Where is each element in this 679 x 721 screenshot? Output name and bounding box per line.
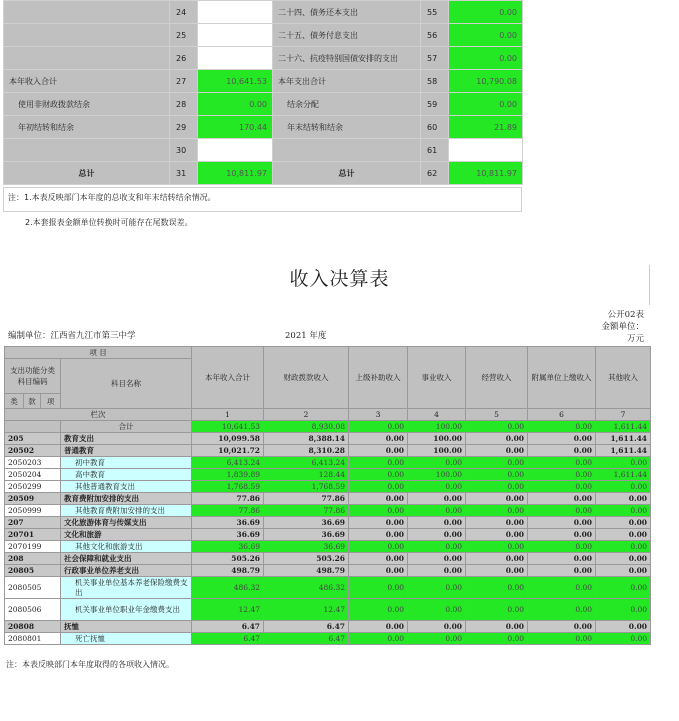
left-row-number: 25 (170, 24, 198, 47)
amount-cell: 505.26 (264, 553, 349, 565)
form-number (601, 309, 644, 345)
summary-row (4, 162, 523, 185)
amount-cell: 0.00 (466, 445, 528, 457)
subject-name: 社会保障和就业支出 (61, 553, 192, 565)
amount-cell: 0.00 (528, 565, 596, 577)
left-value (198, 139, 273, 162)
col-no-6: 6 (528, 409, 596, 421)
col-no-7: 7 (596, 409, 651, 421)
table-row (5, 529, 651, 541)
summary-row (4, 24, 523, 47)
right-row-number: 62 (421, 162, 449, 185)
left-row-number: 26 (170, 47, 198, 70)
subject-name: 其他普通教育支出 (61, 481, 192, 493)
header-kuan: 款 (24, 394, 41, 409)
amount-cell: 6,413.24 (192, 457, 264, 469)
amount-cell: 0.00 (528, 469, 596, 481)
amount-cell: 0.00 (408, 577, 466, 599)
amount-cell: 36.69 (192, 529, 264, 541)
amount-cell: 8,310.28 (264, 445, 349, 457)
right-value: 0.00 (449, 1, 523, 24)
amount-cell: 0.00 (528, 433, 596, 445)
total-value: 0.00 (466, 421, 528, 433)
amount-cell: 0.00 (349, 469, 408, 481)
amount-cell: 0.00 (349, 577, 408, 599)
amount-cell: 0.00 (349, 505, 408, 517)
amount-cell: 0.00 (408, 481, 466, 493)
left-value (198, 47, 273, 70)
income-note: 注：本表反映部门本年度取得的各项收入情况。 (6, 660, 174, 669)
amount-cell: 8,388.14 (264, 433, 349, 445)
amount-cell: 6.47 (264, 633, 349, 645)
amount-cell: 0.00 (349, 529, 408, 541)
right-label: 总计 (273, 162, 421, 185)
amount-cell: 0.00 (528, 633, 596, 645)
subject-code: 2050299 (5, 481, 61, 493)
left-label: 年初结转和结余 (4, 116, 170, 139)
amount-cell: 0.00 (596, 541, 651, 553)
year-label: 2021 年度 (285, 331, 327, 341)
subject-name: 机关事业单位职业年金缴费支出 (61, 599, 192, 621)
right-label: 本年支出合计 (273, 70, 421, 93)
amount-cell: 6.47 (264, 621, 349, 633)
subject-name: 行政事业单位养老支出 (61, 565, 192, 577)
amount-cell: 0.00 (466, 553, 528, 565)
amount-cell: 0.00 (349, 633, 408, 645)
amount-cell: 100.00 (408, 433, 466, 445)
amount-cell: 0.00 (596, 577, 651, 599)
table-row (5, 541, 651, 553)
total-value: 1,611.44 (596, 421, 651, 433)
right-label (273, 139, 421, 162)
amount-cell: 10,099.58 (192, 433, 264, 445)
amount-cell: 0.00 (596, 457, 651, 469)
header-xiang: 项 (41, 394, 61, 409)
col-no-1: 1 (192, 409, 264, 421)
amount-cell: 6.47 (192, 621, 264, 633)
subject-name: 高中教育 (61, 469, 192, 481)
summary-row (4, 1, 523, 24)
table-row (5, 433, 651, 445)
amount-cell: 0.00 (408, 633, 466, 645)
header-lei: 类 (5, 394, 24, 409)
subject-name: 文化旅游体育与传媒支出 (61, 517, 192, 529)
right-label: 年末结转和结余 (273, 116, 421, 139)
amount-cell: 0.00 (528, 493, 596, 505)
amount-cell: 0.00 (466, 599, 528, 621)
total-row (5, 421, 651, 433)
amount-cell: 36.69 (264, 541, 349, 553)
table-row (5, 457, 651, 469)
amount-cell: 77.86 (264, 493, 349, 505)
amount-cell: 0.00 (528, 445, 596, 457)
amount-cell: 0.00 (528, 517, 596, 529)
table-row (5, 517, 651, 529)
subject-code: 208 (5, 553, 61, 565)
amount-cell: 0.00 (349, 553, 408, 565)
unit-label: 金额单位： (601, 322, 644, 332)
amount-cell: 77.86 (192, 493, 264, 505)
left-label: 本年收入合计 (4, 70, 170, 93)
left-value (198, 1, 273, 24)
subject-code: 2080801 (5, 633, 61, 645)
amount-cell: 0.00 (596, 505, 651, 517)
amount-cell: 0.00 (466, 469, 528, 481)
amount-cell: 6.47 (192, 633, 264, 645)
amount-cell: 0.00 (466, 481, 528, 493)
left-row-number: 27 (170, 70, 198, 93)
amount-cell: 0.00 (408, 493, 466, 505)
total-label: 合计 (61, 421, 192, 433)
header-col6: 附属单位上缴收入 (528, 347, 596, 409)
left-label (4, 1, 170, 24)
subject-name: 其他教育费附加安排的支出 (61, 505, 192, 517)
col-no-2: 2 (264, 409, 349, 421)
amount-cell: 0.00 (408, 529, 466, 541)
amount-cell: 1,611.44 (596, 433, 651, 445)
table-row (5, 599, 651, 621)
amount-cell: 36.69 (264, 517, 349, 529)
right-value: 0.00 (449, 47, 523, 70)
amount-cell: 0.00 (466, 517, 528, 529)
amount-cell: 0.00 (349, 565, 408, 577)
form-number-label: 公开02表 (607, 310, 644, 320)
header-item: 项 目 (5, 347, 192, 359)
amount-cell: 505.26 (192, 553, 264, 565)
amount-cell: 10,021.72 (192, 445, 264, 457)
header-col7: 其他收入 (596, 347, 651, 409)
amount-cell: 0.00 (349, 457, 408, 469)
subject-code: 20502 (5, 445, 61, 457)
subject-code: 2080505 (5, 577, 61, 599)
right-row-number: 61 (421, 139, 449, 162)
header-col4: 事业收入 (408, 347, 466, 409)
table-row (5, 565, 651, 577)
left-value: 10,641.53 (198, 70, 273, 93)
amount-cell: 36.69 (264, 529, 349, 541)
right-value: 10,811.97 (449, 162, 523, 185)
right-row-number: 58 (421, 70, 449, 93)
organization-label: 编制单位：江西省九江市第三中学 (8, 331, 136, 341)
summary-note-2: 2.本套报表金额单位转换时可能存在尾数误差。 (25, 218, 193, 227)
table-row (5, 493, 651, 505)
subject-name: 教育费附加安排的支出 (61, 493, 192, 505)
left-label (4, 47, 170, 70)
amount-cell: 1,768.59 (192, 481, 264, 493)
amount-cell: 0.00 (466, 457, 528, 469)
amount-cell: 0.00 (596, 565, 651, 577)
left-value: 0.00 (198, 93, 273, 116)
table-row (5, 481, 651, 493)
subject-code: 2050203 (5, 457, 61, 469)
amount-cell: 1,611.44 (596, 445, 651, 457)
amount-cell: 0.00 (596, 633, 651, 645)
amount-cell: 0.00 (528, 599, 596, 621)
amount-cell: 0.00 (466, 433, 528, 445)
total-value: 100.00 (408, 421, 466, 433)
amount-cell: 0.00 (349, 541, 408, 553)
table-row (5, 505, 651, 517)
amount-cell: 0.00 (466, 633, 528, 645)
income-table (4, 346, 651, 645)
summary-row (4, 116, 523, 139)
left-row-number: 28 (170, 93, 198, 116)
amount-cell: 0.00 (528, 621, 596, 633)
amount-cell: 100.00 (408, 469, 466, 481)
right-label: 结余分配 (273, 93, 421, 116)
right-label: 二十五、债务付息支出 (273, 24, 421, 47)
header-col1: 本年收入合计 (192, 347, 264, 409)
amount-cell: 0.00 (349, 433, 408, 445)
right-value: 0.00 (449, 24, 523, 47)
right-row-number: 55 (421, 1, 449, 24)
left-value: 10,811.97 (198, 162, 273, 185)
subject-code: 2050204 (5, 469, 61, 481)
amount-cell: 0.00 (528, 481, 596, 493)
amount-cell: 1,611.44 (596, 469, 651, 481)
left-label: 总计 (4, 162, 170, 185)
amount-cell: 0.00 (349, 621, 408, 633)
header-col3: 上级补助收入 (349, 347, 408, 409)
amount-cell: 0.00 (528, 577, 596, 599)
amount-cell: 0.00 (349, 493, 408, 505)
subject-name: 文化和旅游 (61, 529, 192, 541)
subject-code: 205 (5, 433, 61, 445)
header-col2: 财政拨款收入 (264, 347, 349, 409)
right-label: 二十四、债务还本支出 (273, 1, 421, 24)
right-row-number: 59 (421, 93, 449, 116)
total-value: 10,641.53 (192, 421, 264, 433)
left-label (4, 24, 170, 47)
right-label: 二十六、抗疫特别国债安排的支出 (273, 47, 421, 70)
left-row-number: 30 (170, 139, 198, 162)
amount-cell: 0.00 (596, 621, 651, 633)
amount-cell: 0.00 (408, 599, 466, 621)
summary-row (4, 93, 523, 116)
right-value: 10,790.08 (449, 70, 523, 93)
header-name: 科目名称 (61, 359, 192, 409)
amount-cell: 0.00 (596, 553, 651, 565)
amount-cell: 0.00 (596, 599, 651, 621)
amount-cell: 0.00 (528, 553, 596, 565)
amount-cell: 128.44 (264, 469, 349, 481)
left-value (198, 24, 273, 47)
col-no-3: 3 (349, 409, 408, 421)
amount-cell: 100.00 (408, 445, 466, 457)
col-no-4: 4 (408, 409, 466, 421)
amount-cell: 77.86 (264, 505, 349, 517)
left-row-number: 31 (170, 162, 198, 185)
amount-cell: 12.47 (264, 599, 349, 621)
amount-cell: 12.47 (192, 599, 264, 621)
table-row (5, 633, 651, 645)
amount-cell: 0.00 (528, 457, 596, 469)
left-label: 使用非财政拨款结余 (4, 93, 170, 116)
table-row (5, 621, 651, 633)
subject-code: 20509 (5, 493, 61, 505)
amount-cell: 0.00 (466, 541, 528, 553)
right-value: 21.89 (449, 116, 523, 139)
summary-note: 注：1.本表反映部门本年度的总收支和年末结转结余情况。 (3, 187, 522, 212)
summary-row (4, 139, 523, 162)
amount-cell: 0.00 (408, 517, 466, 529)
summary-table (3, 0, 523, 185)
amount-cell: 0.00 (528, 529, 596, 541)
amount-cell: 0.00 (408, 565, 466, 577)
subject-code: 2070199 (5, 541, 61, 553)
table-row (5, 469, 651, 481)
amount-cell: 0.00 (408, 541, 466, 553)
left-row-number: 29 (170, 116, 198, 139)
amount-cell: 77.86 (192, 505, 264, 517)
amount-cell: 0.00 (408, 553, 466, 565)
amount-cell: 486.32 (264, 577, 349, 599)
right-row-number: 56 (421, 24, 449, 47)
amount-cell: 36.69 (192, 517, 264, 529)
amount-cell: 0.00 (408, 457, 466, 469)
left-row-number: 24 (170, 1, 198, 24)
subject-code: 207 (5, 517, 61, 529)
amount-cell: 0.00 (408, 505, 466, 517)
right-value: 0.00 (449, 93, 523, 116)
amount-cell: 0.00 (349, 445, 408, 457)
amount-cell: 0.00 (596, 529, 651, 541)
table-row (5, 445, 651, 457)
subject-code: 20808 (5, 621, 61, 633)
subject-code: 20805 (5, 565, 61, 577)
amount-cell: 36.69 (192, 541, 264, 553)
subject-name: 抚恤 (61, 621, 192, 633)
amount-cell: 0.00 (466, 529, 528, 541)
amount-cell: 0.00 (596, 481, 651, 493)
subject-code: 20701 (5, 529, 61, 541)
amount-cell: 6,413.24 (264, 457, 349, 469)
subject-name: 机关事业单位基本养老保险缴费支出 (61, 577, 192, 599)
amount-cell: 0.00 (408, 621, 466, 633)
amount-cell: 486.32 (192, 577, 264, 599)
summary-row (4, 47, 523, 70)
amount-cell: 0.00 (528, 541, 596, 553)
header-code: 支出功能分类科目编码 (5, 359, 61, 394)
page-title: 收入决算表 (289, 268, 390, 290)
amount-cell: 0.00 (349, 517, 408, 529)
amount-cell: 0.00 (466, 621, 528, 633)
left-label (4, 139, 170, 162)
right-row-number: 57 (421, 47, 449, 70)
subject-name: 初中教育 (61, 457, 192, 469)
unit-value: 万元 (626, 334, 644, 344)
amount-cell: 0.00 (466, 493, 528, 505)
right-value (449, 139, 523, 162)
subject-name: 普通教育 (61, 445, 192, 457)
subject-code: 2050999 (5, 505, 61, 517)
subject-name: 其他文化和旅游支出 (61, 541, 192, 553)
subject-name: 死亡抚恤 (61, 633, 192, 645)
header-col-no: 栏次 (5, 409, 192, 421)
summary-row (4, 70, 523, 93)
amount-cell: 498.79 (192, 565, 264, 577)
total-value: 0.00 (349, 421, 408, 433)
amount-cell: 0.00 (596, 493, 651, 505)
left-value: 170.44 (198, 116, 273, 139)
amount-cell: 1,768.59 (264, 481, 349, 493)
amount-cell: 0.00 (349, 481, 408, 493)
total-code-blank (5, 421, 61, 433)
col-no-5: 5 (466, 409, 528, 421)
table-row (5, 553, 651, 565)
table-row (5, 577, 651, 599)
header-col5: 经营收入 (466, 347, 528, 409)
amount-cell: 0.00 (466, 565, 528, 577)
amount-cell: 0.00 (596, 517, 651, 529)
subject-name: 教育支出 (61, 433, 192, 445)
amount-cell: 0.00 (466, 577, 528, 599)
amount-cell: 0.00 (466, 505, 528, 517)
total-value: 0.00 (528, 421, 596, 433)
amount-cell: 0.00 (528, 505, 596, 517)
right-row-number: 60 (421, 116, 449, 139)
total-value: 8,930.08 (264, 421, 349, 433)
amount-cell: 0.00 (349, 599, 408, 621)
amount-cell: 498.79 (264, 565, 349, 577)
subject-code: 2080506 (5, 599, 61, 621)
amount-cell: 1,839.89 (192, 469, 264, 481)
